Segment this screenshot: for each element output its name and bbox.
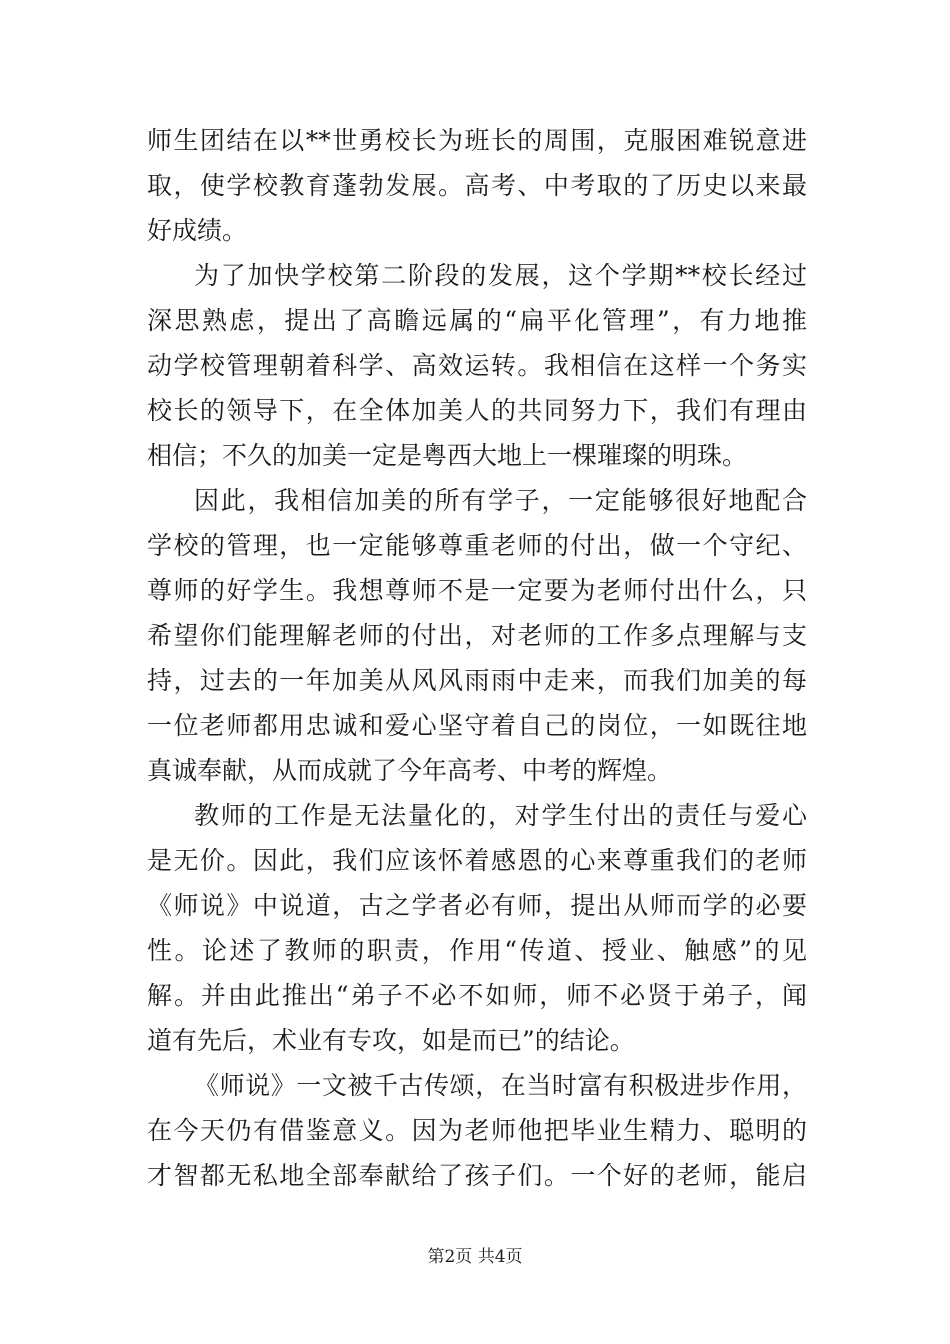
text-line: 师生团结在以**世勇校长为班长的周围，克服困难锐意进 — [147, 126, 807, 155]
text-line: 希望你们能理解老师的付出，对老师的工作多点理解与支 — [147, 621, 807, 650]
document-body — [147, 118, 807, 1198]
text-line: 为了加快学校第二阶段的发展，这个学期**校长经过 — [194, 261, 807, 290]
text-line: 真诚奉献，从而成就了今年高考、中考的辉煌。 — [147, 756, 673, 785]
text-line: 好成绩。 — [147, 216, 248, 245]
text-line: 教师的工作是无法量化的，对学生付出的责任与爱心 — [194, 801, 807, 830]
text-line: 性。论述了教师的职责，作用“传道、授业、触感”的见 — [147, 936, 807, 965]
text-line: 尊师的好学生。我想尊师不是一定要为老师付出什么，只 — [147, 576, 807, 605]
text-line: 持，过去的一年加美从风风雨雨中走来，而我们加美的每 — [147, 666, 807, 695]
text-line: 相信；不久的加美一定是粤西大地上一棵璀璨的明珠。 — [147, 441, 748, 470]
page-number-footer: 第2页 共4页 — [427, 1247, 523, 1267]
text-line: 《师说》一文被千古传颂，在当时富有积极进步作用， — [194, 1071, 807, 1100]
text-line: 取，使学校教育蓬勃发展。高考、中考取的了历史以来最 — [147, 171, 807, 200]
text-line: 学校的管理，也一定能够尊重老师的付出，做一个守纪、 — [147, 531, 807, 560]
text-line: 动学校管理朝着科学、高效运转。我相信在这样一个务实 — [147, 351, 807, 380]
text-line: 解。并由此推出“弟子不必不如师，师不必贤于弟子，闻 — [147, 981, 807, 1010]
text-line: 因此，我相信加美的所有学子，一定能够很好地配合 — [194, 486, 807, 515]
text-line: 校长的领导下，在全体加美人的共同努力下，我们有理由 — [147, 396, 807, 425]
text-line: 在今天仍有借鉴意义。因为老师他把毕业生精力、聪明的 — [147, 1116, 807, 1145]
text-line: 《师说》中说道，古之学者必有师，提出从师而学的必要 — [147, 891, 807, 920]
text-line: 深思熟虑，提出了高瞻远属的“扁平化管理”，有力地推 — [147, 306, 807, 335]
text-line: 是无价。因此，我们应该怀着感恩的心来尊重我们的老师 — [147, 846, 807, 875]
text-line: 道有先后，术业有专攻，如是而已”的结论。 — [147, 1026, 635, 1055]
text-line: 才智都无私地全部奉献给了孩子们。一个好的老师，能启 — [147, 1161, 807, 1190]
text-line: 一位老师都用忠诚和爱心坚守着自己的岗位，一如既往地 — [147, 711, 807, 740]
